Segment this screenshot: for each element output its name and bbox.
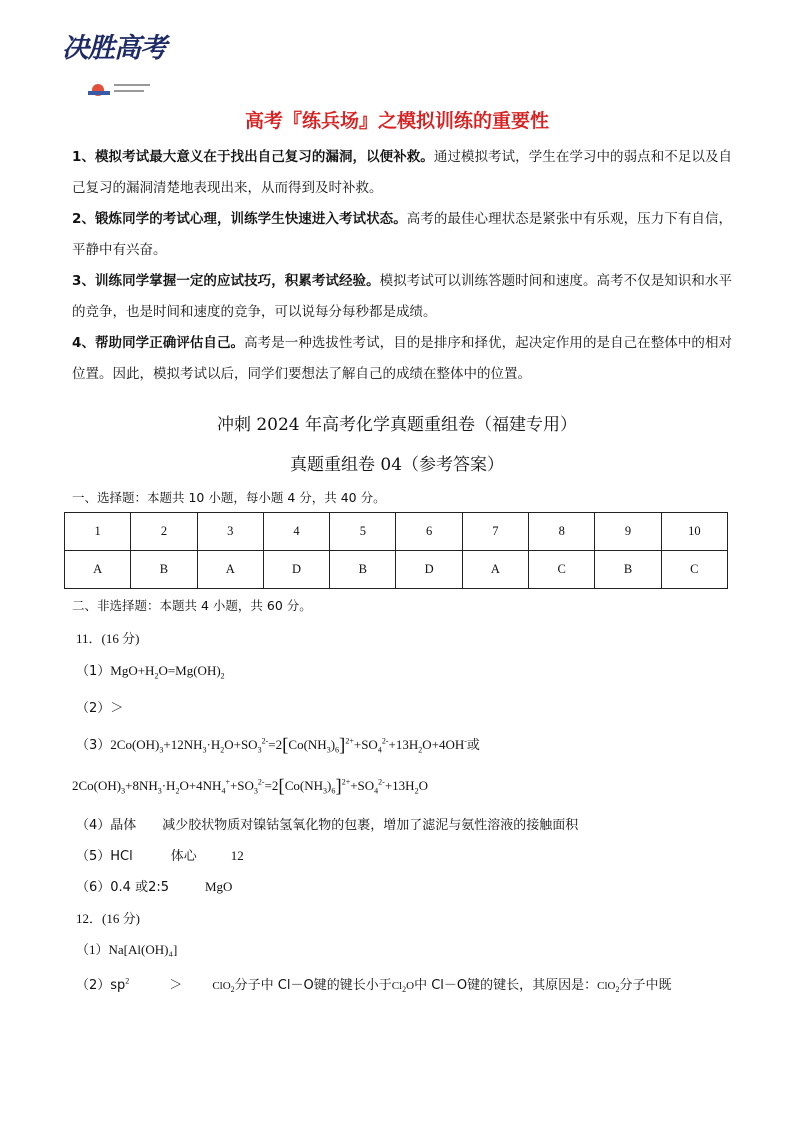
- q11-answer-3: [76, 734, 480, 757]
- question-number: 5: [330, 513, 396, 551]
- question-number: 4: [263, 513, 329, 551]
- question-number: 1: [65, 513, 131, 551]
- q11-a5-mid: 体心: [170, 849, 197, 864]
- point-2: [72, 204, 732, 266]
- logo-text: 决胜高考: [62, 33, 166, 64]
- point-1: [72, 142, 732, 204]
- point-3-text: 模拟考试可以训练答题时间和速度。高考不仅是知识和水平的竞争，也是时间和速度的竞争，可以说每分每秒都是成绩。: [72, 273, 732, 320]
- q12-a2-label: （2）sp: [76, 978, 126, 993]
- q11-a5-val: 12: [230, 848, 244, 863]
- q11-a3-equation-2: $2Co(OH)_3+8NH_3\cdot H_2O+4NH_4^++SO_3^{2-}=2[Co(NH_3)_6]^{2+}+SO_4^{2-}+13H_2O$: [72, 776, 428, 797]
- exam-title: 冲刺 2024 年高考化学真题重组卷（福建专用）: [216, 415, 578, 435]
- answer-cell: C: [529, 551, 595, 589]
- point-4: [72, 328, 732, 390]
- answer-table-number-row: [65, 513, 728, 551]
- section-2-heading: 二、非选择题：本题共 4 小题，共 60 分。: [72, 598, 312, 613]
- q11-a5-label: （5）HCl: [76, 849, 133, 864]
- answer-cell: B: [131, 551, 197, 589]
- q11-answer-5: [76, 845, 244, 864]
- q12-header: 12．(16 分): [76, 911, 140, 926]
- question-number: 7: [462, 513, 528, 551]
- point-4-bold: 4、帮助同学正确评估自己。: [72, 335, 245, 351]
- answer-cell: B: [330, 551, 396, 589]
- q11-a3-label: （3）: [76, 738, 111, 753]
- point-4-text: 高考是一种选拔性考试，目的是排序和择优，起决定作用的是自己在整体中的相对位置。因此，模拟考试以后，同学们要想法了解自己的成绩在整体中的位置。: [72, 335, 732, 382]
- q11-a6-label: （6）0.4 或2:5: [76, 880, 169, 895]
- point-1-bold: 1、模拟考试最大意义在于找出自己复习的漏洞，以便补救。: [72, 149, 434, 165]
- question-number: 6: [396, 513, 462, 551]
- section-1-heading: 一、选择题：本题共 10 小题，每小题 4 分，共 40 分。: [72, 490, 386, 505]
- point-3: [72, 266, 732, 328]
- q12-a2-t3: 分子中既: [619, 978, 672, 993]
- answer-cell: D: [396, 551, 462, 589]
- answer-table-answer-row: [65, 551, 728, 589]
- q11-answer-6: [76, 876, 232, 895]
- q11-a6-val: MgO: [205, 879, 233, 894]
- q12-a2-gt: ＞: [169, 978, 183, 993]
- answer-cell: D: [263, 551, 329, 589]
- page-title: 高考『练兵场』之模拟训练的重要性: [244, 110, 549, 132]
- point-3-bold: 3、训练同学掌握一定的应试技巧，积累考试经验。: [72, 273, 380, 289]
- exam-subtitle: 真题重组卷 04（参考答案）: [289, 455, 505, 475]
- q11-a1-formula: $MgO+H_2O=Mg(OH)_2$: [110, 663, 225, 681]
- point-2-text: 高考的最佳心理状态是紧张中有乐观，压力下有自信，平静中有兴奋。: [72, 211, 732, 258]
- q11-a2: （2）＞: [76, 701, 124, 716]
- logo: [62, 34, 172, 104]
- q11-a4-label: （4）晶体: [76, 818, 137, 833]
- answer-cell: A: [197, 551, 263, 589]
- q11-a1-label: （1）: [76, 664, 111, 679]
- question-number: 3: [197, 513, 263, 551]
- point-2-bold: 2、锻炼同学的考试心理，训练学生快速进入考试状态。: [72, 211, 407, 227]
- answer-cell: C: [661, 551, 727, 589]
- question-number: 2: [131, 513, 197, 551]
- answer-table: [64, 512, 728, 589]
- q11-a3-equation-1: $2Co(OH)_3+12NH_3\cdot H_2O+SO_3^{2-}=2[Co(NH_3)_6]^{2+}+SO_4^{2-}+13H_2O+4OH^-$: [110, 735, 467, 756]
- q12-answer-2: $(2)sp^2 > ClO_2$分子中 Cl－O键的键长小于$Cl_2O$中 Cl－O键的键长，其原因是：ClO$_2$分子中既: [76, 976, 672, 995]
- q11-answer-3b: [72, 776, 428, 798]
- point-1-text: 通过模拟考试，学生在学习中的弱点和不足以及自己复习的漏洞清楚地表现出来，从而得到及时补救。: [72, 149, 732, 196]
- q12-a2-clo2-2: ClO$_2$: [597, 980, 620, 995]
- q11-answer-1: [76, 660, 225, 681]
- q11-answer-2: [76, 697, 123, 716]
- q12-a2-cl2o: $Cl_2O$: [391, 980, 415, 995]
- logo-emblem-icon: [84, 78, 154, 98]
- q12-answer-1: （1）Na[Al(OH)₄]: [76, 942, 178, 957]
- q11-header: 11．(16 分): [76, 631, 140, 646]
- answer-cell: A: [65, 551, 131, 589]
- q12-a2-clo2-1: ClO$_2$: [212, 980, 235, 995]
- q12-a2-t2: 中 Cl－O键的键长，其原因是：: [414, 978, 598, 993]
- question-number: 9: [595, 513, 661, 551]
- answer-cell: A: [462, 551, 528, 589]
- question-number: 10: [661, 513, 727, 551]
- q11-answer-4: [76, 814, 578, 833]
- q11-a4-text: 减少胶状物质对镍钴氢氧化物的包裹，增加了滤泥与氨性溶液的接触面积: [162, 818, 579, 833]
- answer-cell: B: [595, 551, 661, 589]
- q12-a2-t1: 分子中 Cl－O键的键长小于: [234, 978, 392, 993]
- question-number: 8: [529, 513, 595, 551]
- q11-a3-or: 或: [466, 738, 480, 753]
